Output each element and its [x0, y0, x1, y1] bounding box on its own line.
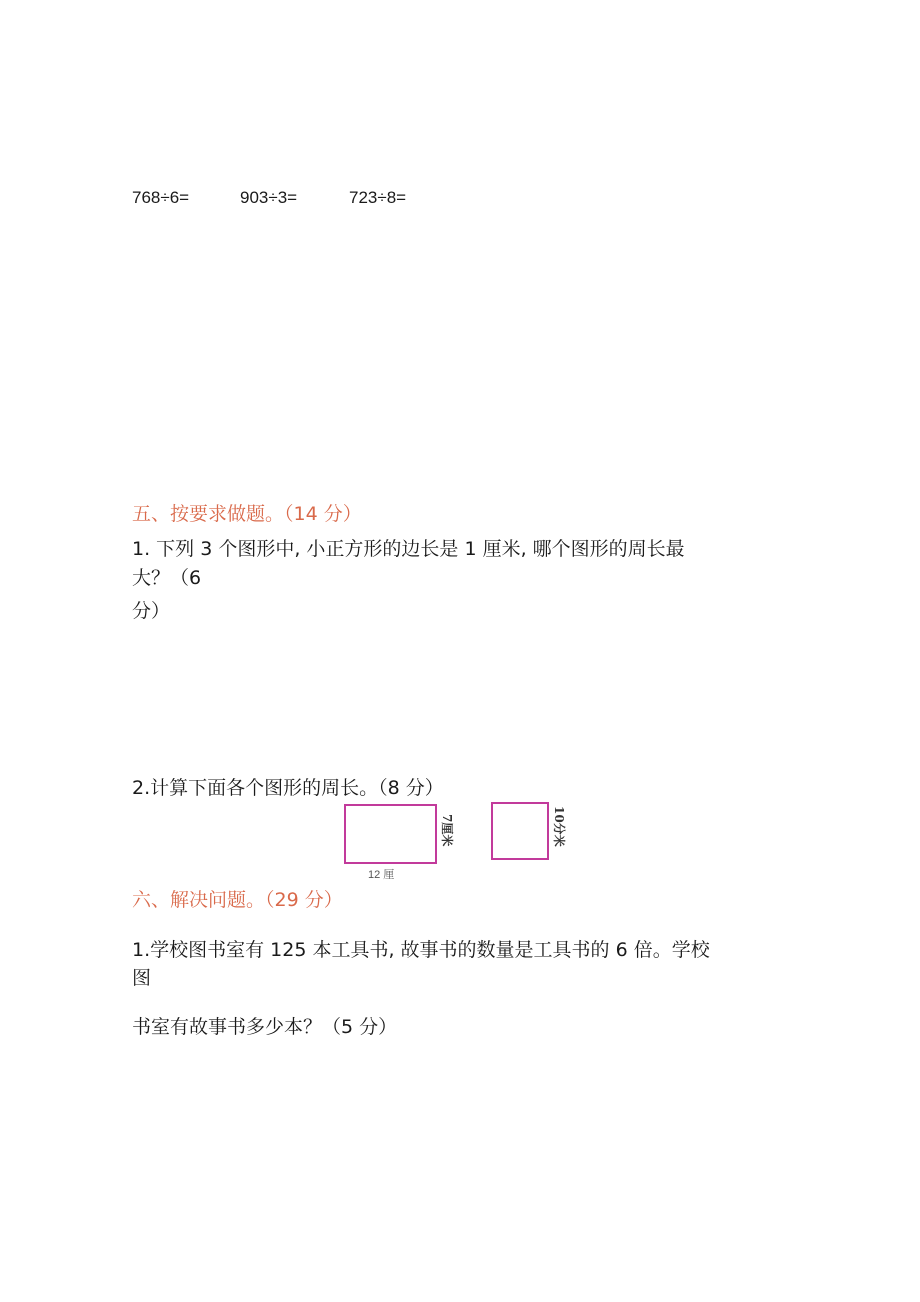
rectangle-height-label: 7厘米	[440, 814, 454, 847]
s6-q1-line1: 1.学校图书室有 125 本工具书, 故事书的数量是工具书的 6 倍。学校	[132, 939, 710, 961]
s5-q1-line3: 分）	[132, 600, 171, 622]
square-side-label: 10分米	[552, 806, 566, 847]
square-shape	[491, 802, 549, 860]
s5-q1-line2: 大？（6	[132, 567, 202, 589]
s6-q1-line3: 书室有故事书多少本？（5 分）	[132, 1016, 398, 1038]
s6-q1-line2: 图	[132, 967, 152, 989]
calc-item-2: 903÷3=	[240, 188, 298, 207]
calc-item-1: 768÷6=	[132, 188, 190, 207]
calc-item-3: 723÷8=	[349, 188, 407, 207]
rectangle-shape	[344, 804, 437, 864]
section6-heading: 六、解决问题。（29 分）	[132, 889, 343, 911]
rectangle-width-label: 12 厘	[368, 869, 395, 881]
s5-q2-text: 2.计算下面各个图形的周长。（8 分）	[132, 777, 444, 799]
section5-heading: 五、按要求做题。（14 分）	[132, 503, 362, 525]
s5-q1-line1: 1. 下列 3 个图形中, 小正方形的边长是 1 厘米, 哪个图形的周长最	[132, 538, 685, 560]
